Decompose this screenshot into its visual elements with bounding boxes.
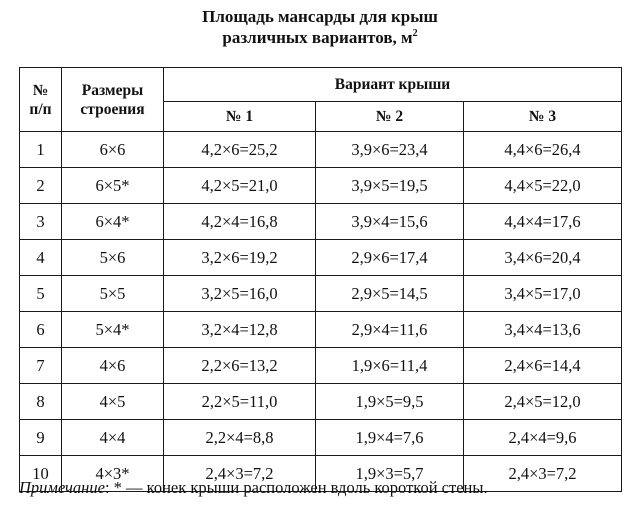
cell-variant-2: 1,9×3=5,7 <box>316 456 464 492</box>
cell-number: 4 <box>20 240 62 276</box>
cell-number: 10 <box>20 456 62 492</box>
cell-number: 9 <box>20 420 62 456</box>
cell-size: 4×3* <box>62 456 164 492</box>
cell-variant-1: 3,2×4=12,8 <box>164 312 316 348</box>
header-size-line2: строения <box>80 100 145 118</box>
cell-size: 5×4* <box>62 312 164 348</box>
title-line-1: Площадь мансарды для крыш <box>202 7 438 26</box>
cell-variant-1: 2,2×6=13,2 <box>164 348 316 384</box>
cell-variant-2: 2,9×6=17,4 <box>316 240 464 276</box>
header-variant-1: № 1 <box>164 102 316 132</box>
cell-variant-1: 2,2×4=8,8 <box>164 420 316 456</box>
cell-size: 5×5 <box>62 276 164 312</box>
cell-variant-2: 2,9×5=14,5 <box>316 276 464 312</box>
header-variant-2: № 2 <box>316 102 464 132</box>
cell-size: 4×5 <box>62 384 164 420</box>
header-variant-3: № 3 <box>464 102 622 132</box>
cell-variant-2: 2,9×4=11,6 <box>316 312 464 348</box>
title-line-2-text: различных вариантов, м <box>222 28 413 47</box>
header-variant-group: Вариант крыши <box>164 68 622 102</box>
table-row <box>20 240 622 276</box>
cell-variant-2: 3,9×6=23,4 <box>316 132 464 168</box>
header-number <box>20 68 62 132</box>
table-row <box>20 204 622 240</box>
cell-variant-3: 2,4×3=7,2 <box>464 456 622 492</box>
cell-variant-2: 3,9×5=19,5 <box>316 168 464 204</box>
cell-number: 2 <box>20 168 62 204</box>
cell-variant-2: 1,9×6=11,4 <box>316 348 464 384</box>
cell-variant-1: 2,2×5=11,0 <box>164 384 316 420</box>
cell-number: 7 <box>20 348 62 384</box>
table-row <box>20 420 622 456</box>
table-row <box>20 132 622 168</box>
cell-size: 5×6 <box>62 240 164 276</box>
cell-variant-1: 4,2×5=21,0 <box>164 168 316 204</box>
cell-variant-2: 1,9×4=7,6 <box>316 420 464 456</box>
cell-variant-3: 3,4×5=17,0 <box>464 276 622 312</box>
cell-variant-3: 3,4×6=20,4 <box>464 240 622 276</box>
header-row-1 <box>20 68 622 102</box>
table-body <box>20 132 622 492</box>
cell-number: 5 <box>20 276 62 312</box>
title-unit-superscript: 2 <box>412 28 418 39</box>
table-title <box>0 6 640 48</box>
table-row <box>20 168 622 204</box>
cell-variant-3: 2,4×5=12,0 <box>464 384 622 420</box>
footnote <box>19 478 488 498</box>
header-size-line1: Размеры <box>81 81 144 99</box>
cell-number: 3 <box>20 204 62 240</box>
header-number-line2: п/п <box>29 100 52 118</box>
cell-variant-3: 2,4×6=14,4 <box>464 348 622 384</box>
header-number-line1: № <box>32 81 49 99</box>
cell-variant-1: 4,2×4=16,8 <box>164 204 316 240</box>
roof-area-table <box>19 67 622 492</box>
cell-size: 6×4* <box>62 204 164 240</box>
cell-variant-2: 3,9×4=15,6 <box>316 204 464 240</box>
cell-variant-3: 2,4×4=9,6 <box>464 420 622 456</box>
cell-size: 4×4 <box>62 420 164 456</box>
cell-size: 4×6 <box>62 348 164 384</box>
table-row <box>20 384 622 420</box>
cell-variant-1: 2,4×3=7,2 <box>164 456 316 492</box>
cell-variant-1: 3,2×5=16,0 <box>164 276 316 312</box>
footnote-text: : * — конек крыши расположен вдоль короткой стены. <box>104 478 488 497</box>
cell-size: 6×5* <box>62 168 164 204</box>
cell-variant-2: 1,9×5=9,5 <box>316 384 464 420</box>
cell-number: 1 <box>20 132 62 168</box>
cell-variant-1: 3,2×6=19,2 <box>164 240 316 276</box>
cell-variant-3: 3,4×4=13,6 <box>464 312 622 348</box>
cell-variant-3: 4,4×6=26,4 <box>464 132 622 168</box>
table-row <box>20 312 622 348</box>
cell-variant-3: 4,4×4=17,6 <box>464 204 622 240</box>
cell-variant-3: 4,4×5=22,0 <box>464 168 622 204</box>
table-row <box>20 276 622 312</box>
header-size <box>62 68 164 132</box>
footnote-label: Примечание <box>19 478 105 497</box>
cell-number: 8 <box>20 384 62 420</box>
cell-number: 6 <box>20 312 62 348</box>
title-line-2 <box>0 27 640 48</box>
table-row <box>20 348 622 384</box>
cell-variant-1: 4,2×6=25,2 <box>164 132 316 168</box>
cell-size: 6×6 <box>62 132 164 168</box>
